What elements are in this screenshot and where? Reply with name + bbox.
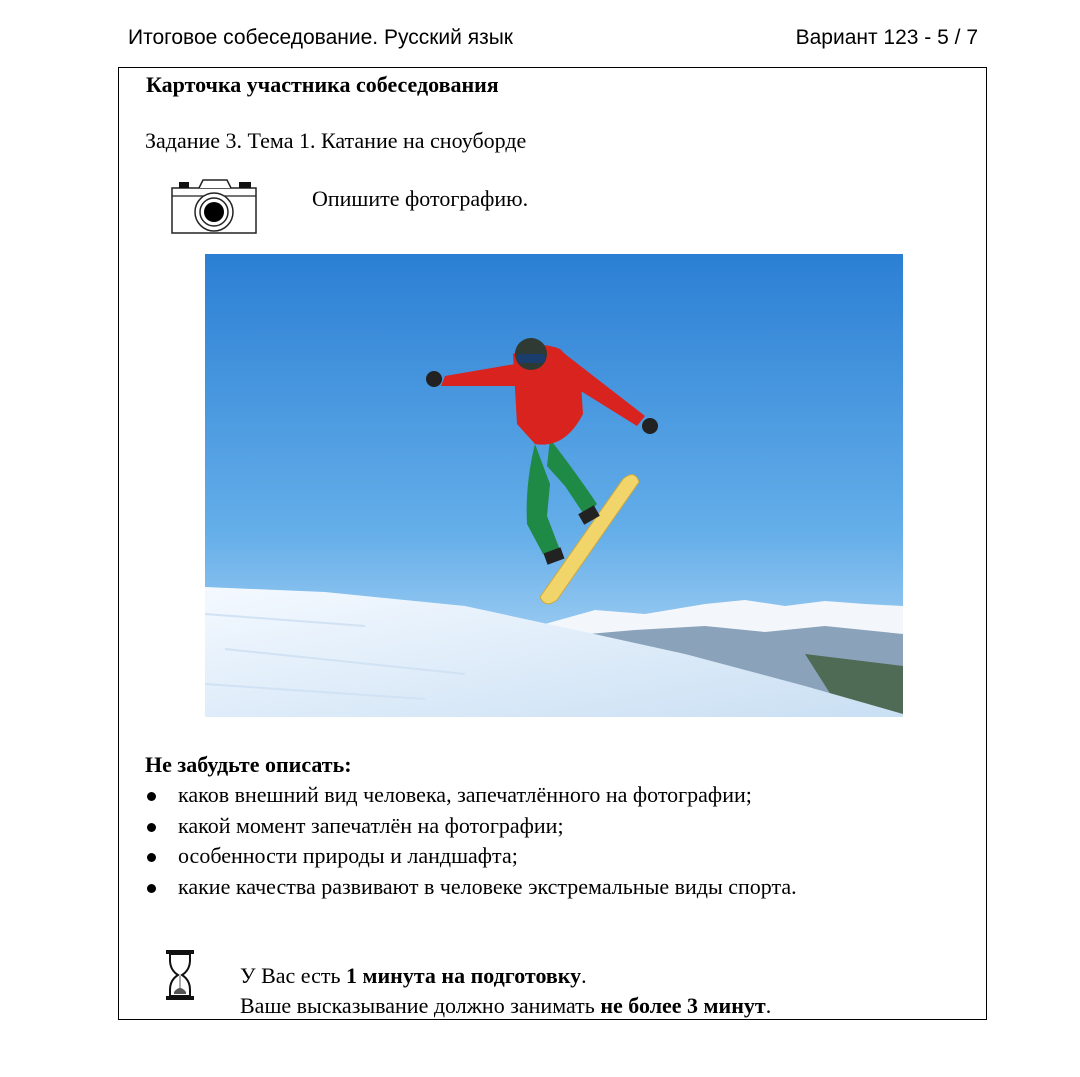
bullet-icon <box>147 823 156 832</box>
hourglass-icon <box>163 948 197 1004</box>
timing-info <box>240 961 771 1021</box>
snowboarder-photo <box>205 254 903 717</box>
participant-card <box>118 67 987 1020</box>
timing-text: Ваше высказывание должно занимать <box>240 993 601 1018</box>
answer-time-limit: не более 3 минут <box>600 993 766 1018</box>
page-header <box>128 26 978 56</box>
camera-icon <box>169 174 259 236</box>
answer-time-line <box>240 991 771 1021</box>
list-item-text: особенности природы и ландшафта; <box>178 843 518 868</box>
list-item <box>145 813 797 844</box>
description-points <box>145 782 797 904</box>
instruction-text: Опишите фотографию. <box>312 186 529 211</box>
list-item-text: какой момент запечатлён на фотографии; <box>178 812 564 838</box>
variant-page-number: Вариант 123 - 5 / 7 <box>795 26 978 49</box>
preparation-time: 1 минута на подготовку <box>346 963 582 988</box>
list-item-text: какие качества развивают в человеке экстремальные виды спорта. <box>178 873 797 899</box>
preparation-time-line <box>240 961 771 991</box>
timing-text: У Вас есть <box>240 963 347 988</box>
bullet-icon <box>147 853 156 862</box>
list-item-text: каков внешний вид человека, запечатлённого на фотографии; <box>178 782 752 807</box>
task-topic: Задание 3. Тема 1. Катание на сноуборде <box>145 128 527 153</box>
timing-text: . <box>581 963 587 988</box>
list-item <box>145 782 797 813</box>
timing-text: . <box>765 993 772 1018</box>
remember-heading: Не забудьте описать: <box>145 752 352 777</box>
bullet-icon <box>147 792 156 801</box>
list-item <box>145 843 797 874</box>
bullet-icon <box>147 884 156 893</box>
list-item <box>145 874 797 905</box>
card-title: Карточка участника собеседования <box>146 72 499 97</box>
exam-title: Итоговое собеседование. Русский язык <box>128 26 513 49</box>
